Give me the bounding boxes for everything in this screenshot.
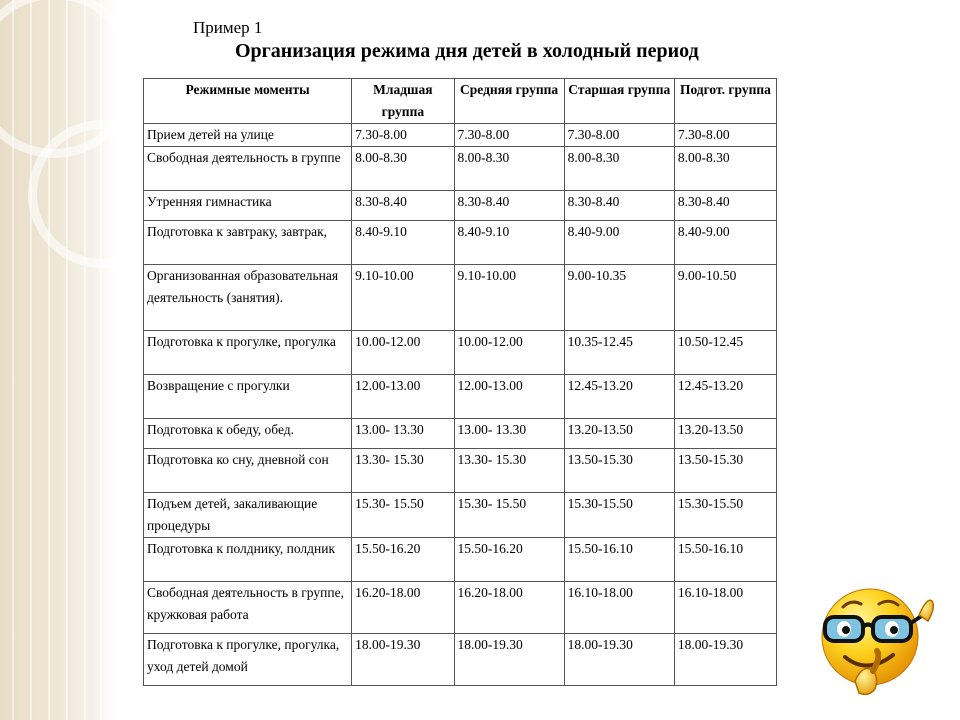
table-row	[144, 538, 777, 582]
table-header-row	[144, 79, 777, 124]
time-cell: 7.30-8.00	[352, 124, 454, 147]
schedule-table	[143, 78, 777, 686]
table-row	[144, 265, 777, 331]
table-row	[144, 634, 777, 686]
time-cell: 18.00-19.30	[564, 634, 674, 686]
activity-cell: Возвращение с прогулки	[144, 375, 352, 419]
activity-cell: Утренняя гимнастика	[144, 191, 352, 221]
time-cell: 15.50-16.10	[674, 538, 776, 582]
time-cell: 8.00-8.30	[454, 147, 564, 191]
time-cell: 13.20-13.50	[564, 419, 674, 449]
table-row	[144, 331, 777, 375]
time-cell: 8.30-8.40	[352, 191, 454, 221]
time-cell: 8.00-8.30	[564, 147, 674, 191]
table-row	[144, 493, 777, 538]
time-cell: 13.00- 13.30	[454, 419, 564, 449]
time-cell: 16.10-18.00	[564, 582, 674, 634]
time-cell: 15.50-16.20	[454, 538, 564, 582]
time-cell: 8.30-8.40	[564, 191, 674, 221]
time-cell: 9.10-10.00	[454, 265, 564, 331]
activity-cell: Подготовка к прогулке, прогулка	[144, 331, 352, 375]
time-cell: 16.20-18.00	[352, 582, 454, 634]
time-cell: 10.00-12.00	[454, 331, 564, 375]
time-cell: 13.30- 15.30	[352, 449, 454, 493]
activity-cell: Организованная образовательная деятельность (занятия).	[144, 265, 352, 331]
activity-cell: Подготовка ко сну, дневной сон	[144, 449, 352, 493]
time-cell: 8.40-9.00	[674, 221, 776, 265]
time-cell: 8.40-9.10	[352, 221, 454, 265]
time-cell: 15.50-16.10	[564, 538, 674, 582]
time-cell: 8.00-8.30	[352, 147, 454, 191]
activity-cell: Подготовка к прогулке, прогулка, уход детей домой	[144, 634, 352, 686]
activity-cell: Прием детей на улице	[144, 124, 352, 147]
activity-cell: Подготовка к завтраку, завтрак,	[144, 221, 352, 265]
table-row	[144, 191, 777, 221]
time-cell: 7.30-8.00	[564, 124, 674, 147]
time-cell: 7.30-8.00	[674, 124, 776, 147]
activity-cell: Подготовка к обеду, обед.	[144, 419, 352, 449]
activity-cell: Подъем детей, закаливающие процедуры	[144, 493, 352, 538]
time-cell: 12.45-13.20	[674, 375, 776, 419]
time-cell: 9.00-10.50	[674, 265, 776, 331]
table-row	[144, 221, 777, 265]
table-row	[144, 419, 777, 449]
time-cell: 8.00-8.30	[674, 147, 776, 191]
time-cell: 15.30- 15.50	[454, 493, 564, 538]
time-cell: 13.20-13.50	[674, 419, 776, 449]
time-cell: 10.00-12.00	[352, 331, 454, 375]
time-cell: 13.00- 13.30	[352, 419, 454, 449]
time-cell: 15.30-15.50	[674, 493, 776, 538]
time-cell: 12.45-13.20	[564, 375, 674, 419]
table-row	[144, 124, 777, 147]
time-cell: 13.30- 15.30	[454, 449, 564, 493]
activity-cell: Свободная деятельность в группе, кружковая работа	[144, 582, 352, 634]
header-junior: Младшая группа	[352, 79, 454, 124]
time-cell: 9.10-10.00	[352, 265, 454, 331]
time-cell: 13.50-15.30	[674, 449, 776, 493]
activity-cell: Подготовка к полднику, полдник	[144, 538, 352, 582]
time-cell: 15.30-15.50	[564, 493, 674, 538]
table-row	[144, 582, 777, 634]
time-cell: 10.35-12.45	[564, 331, 674, 375]
time-cell: 16.10-18.00	[674, 582, 776, 634]
time-cell: 8.30-8.40	[674, 191, 776, 221]
time-cell: 12.00-13.00	[454, 375, 564, 419]
time-cell: 8.40-9.00	[564, 221, 674, 265]
time-cell: 13.50-15.30	[564, 449, 674, 493]
schedule-body	[144, 124, 777, 686]
time-cell: 9.00-10.35	[564, 265, 674, 331]
time-cell: 16.20-18.00	[454, 582, 564, 634]
table-row	[144, 375, 777, 419]
time-cell: 15.30- 15.50	[352, 493, 454, 538]
header-senior: Старшая группа	[564, 79, 674, 124]
time-cell: 15.50-16.20	[352, 538, 454, 582]
time-cell: 18.00-19.30	[674, 634, 776, 686]
time-cell: 18.00-19.30	[352, 634, 454, 686]
header-activity: Режимные моменты	[144, 79, 352, 124]
background-decoration	[0, 0, 115, 720]
table-row	[144, 147, 777, 191]
table-row	[144, 449, 777, 493]
time-cell: 8.40-9.10	[454, 221, 564, 265]
time-cell: 10.50-12.45	[674, 331, 776, 375]
activity-cell: Свободная деятельность в группе	[144, 147, 352, 191]
example-label: Пример 1	[193, 18, 263, 37]
header-prep: Подгот. группа	[674, 79, 776, 124]
smiley-with-glasses-icon	[815, 585, 940, 700]
time-cell: 8.30-8.40	[454, 191, 564, 221]
time-cell: 7.30-8.00	[454, 124, 564, 147]
slide-title: Организация режима дня детей в холодный период	[235, 40, 699, 62]
time-cell: 12.00-13.00	[352, 375, 454, 419]
time-cell: 18.00-19.30	[454, 634, 564, 686]
header-middle: Средняя группа	[454, 79, 564, 124]
